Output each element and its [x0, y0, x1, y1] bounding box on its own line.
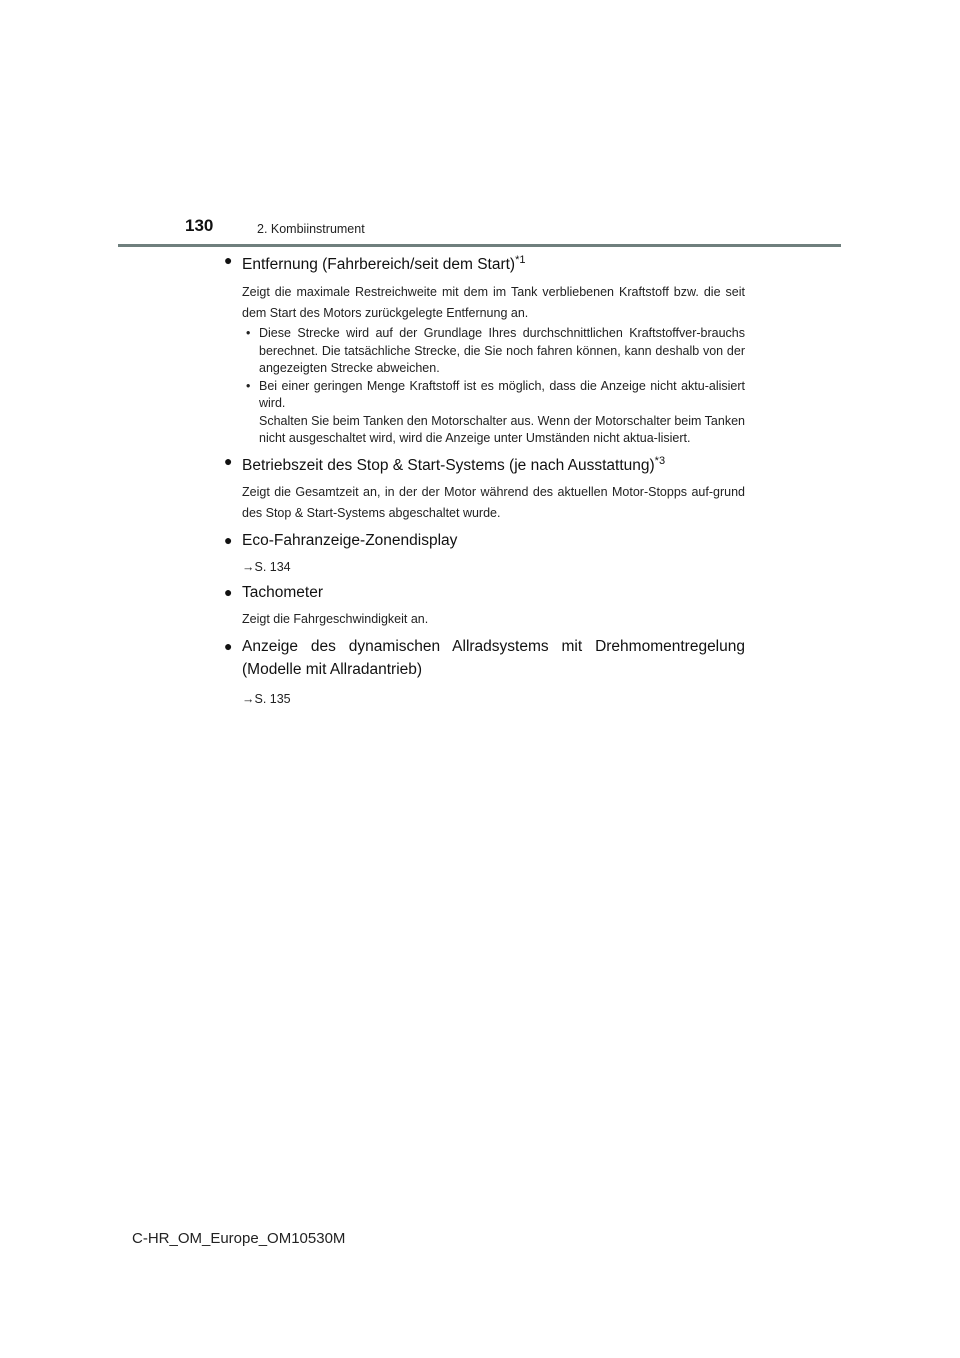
bullet-icon: ●	[224, 583, 233, 600]
note-bullet-icon: •	[246, 326, 251, 341]
item-title: Anzeige des dynamischen Allradsystems mit Drehmomentregelung (Modelle mit Allradantrieb)	[242, 637, 745, 678]
document-id: C-HR_OM_Europe_OM10530M	[132, 1230, 346, 1247]
item-description: Zeigt die Gesamtzeit an, in der der Motor während des aktuellen Motor-Stopps auf-grund des Stop & Start-Systems abgeschaltet wurde.	[242, 484, 745, 520]
header-rule	[118, 244, 841, 247]
page-content	[225, 250, 745, 709]
bullet-icon: ●	[224, 452, 233, 469]
item-title: Betriebszeit des Stop & Start-Systems (je nach Ausstattung)$^{*3}$	[242, 454, 666, 474]
page-number: 130	[185, 216, 214, 235]
note-text: Schalten Sie beim Tanken den Motorschalter aus. Wenn der Motorschalter beim Tanken nicht ausgeschaltet wird, wird die Anzeige unter Umständen nicht aktua-lisiert.	[259, 413, 745, 446]
item-heading	[225, 635, 745, 681]
item-title: Entfernung (Fahrbereich/seit dem Start)$^{*1}$	[242, 254, 526, 274]
item-heading	[225, 451, 745, 476]
bullet-icon: ●	[224, 531, 233, 548]
item-distance	[225, 250, 745, 448]
page-reference[interactable]: →S. 134	[242, 559, 291, 574]
footnote-mark: *3	[654, 454, 666, 467]
note-list	[225, 325, 745, 448]
item-heading	[225, 582, 745, 603]
chapter-title: 2. Kombiinstrument	[257, 222, 365, 236]
item-awd-torque-display	[225, 635, 745, 709]
note-item	[242, 378, 745, 448]
item-heading	[225, 530, 745, 551]
item-stop-start-time	[225, 451, 745, 524]
note-bullet-icon: •	[246, 378, 251, 393]
bullet-icon: ●	[224, 637, 233, 654]
note-text: Bei einer geringen Menge Kraftstoff ist es möglich, dass die Anzeige nicht aktu-alisiert wird.	[259, 378, 745, 411]
note-text: Diese Strecke wird auf der Grundlage Ihres durchschnittlichen Kraftstoffver-brauchs berechnet. Die tatsächliche Strecke, die Sie noch fahren können, kann deshalb von der angezeigten Strecke abweichen.	[259, 326, 745, 376]
note-item	[242, 325, 745, 378]
item-description: Zeigt die maximale Restreichweite mit dem im Tank verbliebenen Kraftstoff bzw. die seit dem Start des Motors zurückgelegte Entfernung an.	[242, 285, 745, 321]
item-tachometer	[225, 582, 745, 630]
item-title: Tachometer	[242, 583, 323, 601]
item-description: Zeigt die Fahrgeschwindigkeit an.	[242, 611, 429, 626]
bullet-icon: ●	[224, 252, 233, 268]
footnote-mark: *1	[515, 254, 526, 266]
page-reference[interactable]: →S. 135	[242, 691, 291, 706]
item-eco-zone-display	[225, 530, 745, 577]
item-title: Eco-Fahranzeige-Zonendisplay	[242, 531, 458, 549]
item-heading	[225, 250, 745, 275]
